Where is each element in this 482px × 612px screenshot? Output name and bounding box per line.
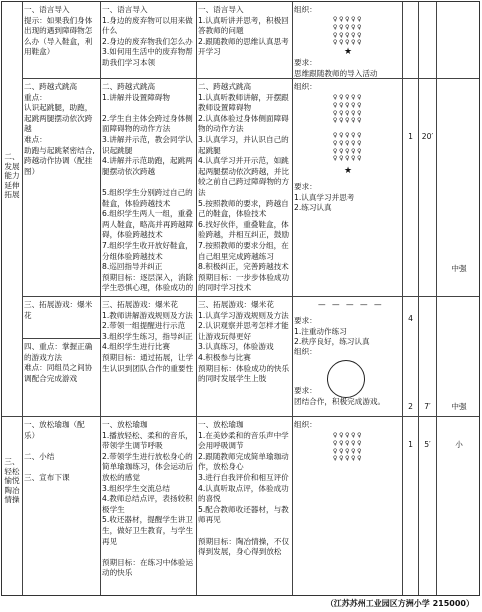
formation-icon: ♀♀♀♀♀ ♀♀♀♀♀ ♀♀♀♀♀ ♀♀♀♀♀ bbox=[332, 132, 364, 163]
row-divider bbox=[22, 296, 479, 297]
requirement-cell: 要求： 1.认真学习并思考 2.练习认真 bbox=[294, 182, 355, 213]
time-cell: 5′ bbox=[424, 440, 431, 449]
time-cell: 7′ bbox=[424, 402, 431, 411]
row-divider bbox=[22, 338, 100, 339]
count-cell: 4 bbox=[408, 314, 413, 323]
grid-line bbox=[100, 2, 101, 595]
grid-line bbox=[418, 2, 419, 595]
content-cell: 四、重点：掌握正确的游戏方法 难点：同组员之间协调配合完成游戏 bbox=[24, 342, 93, 383]
time-cell: 20′ bbox=[421, 132, 434, 141]
section-divider bbox=[2, 416, 479, 417]
formation-icon: ♀♀♀♀♀ ♀♀♀♀♀ ♀♀♀♀♀ ♀♀♀♀♀ bbox=[332, 16, 364, 47]
student-activity-cell: 一、语言导入 1.认真听讲并思考，积极回答教师的问题 2.跟随教师的思维认真思考开学习 bbox=[198, 5, 289, 57]
requirement-cell: 要求： 1.注重动作练习 2.秩序良好，练习认真 bbox=[294, 316, 370, 347]
star-icon: ★ bbox=[344, 47, 353, 57]
organization-label: 组织： bbox=[294, 420, 317, 429]
school-address-footer: （江苏苏州工业园区方洲小学 215000） bbox=[325, 599, 474, 608]
count-cell: 1 bbox=[408, 440, 413, 449]
grid-line bbox=[196, 2, 197, 595]
organization-label: 组织： bbox=[294, 82, 317, 91]
content-cell: 三、拓展游戏：爆米花 bbox=[24, 300, 93, 320]
teacher-activity-cell: 一、放松瑜珈 1.播放轻松、柔和的音乐，带领学生调节呼吸 2.带领学生进行放松身心的简单瑜珈练习，体会运动后放松的感觉 3.组织学生交流总结 4.教师总结点评，表扬较积极学生 5.收还器材，提醒学生讲卫生，做好卫生教育，与学生再见 预期目标：在练习中体验运动的快乐 bbox=[102, 420, 194, 578]
count-cell: 1 bbox=[408, 132, 413, 141]
requirement-cell: 要求： 团结合作，积极完成游戏。 bbox=[294, 386, 386, 406]
formation-icon: ♀♀♀♀♀ ♀♀♀♀♀ ♀♀♀♀♀ ♀♀♀♀♀ bbox=[332, 432, 364, 463]
grid-line bbox=[436, 2, 437, 595]
formation-icon: ♀♀♀♀♀ ♀♀♀♀♀ ♀♀♀♀♀ ♀♀♀♀♀ bbox=[332, 94, 364, 125]
organization-label: 组织： bbox=[294, 347, 317, 356]
row-divider bbox=[22, 78, 479, 79]
teacher-activity-cell: 一、语言导入 1.身边的废弃物可以用来做什么 2.身边的废弃物我们怎么办 3.如何用生活中的废弃物帮助我们学习本领 bbox=[102, 5, 193, 67]
teacher-activity-cell: 三、拓展游戏：爆米花 1.教师讲解游戏规则及方法 2.带领一组提醒进行示范 3.组织学生练习，指导纠正 4.组织学生进行比赛 预期目标：通过拓展，让学生认识到团队合作的重要性 bbox=[102, 300, 194, 373]
section-label: 二、发展能力延伸拓展 bbox=[4, 152, 20, 200]
student-activity-cell: 三、拓展游戏：爆米花 1.认真学习游戏规则及方法 2.认识观察并思考怎样才能让游戏玩得更好 3.认真练习，体验游戏 4.积极参与比赛 预期目标：体验成功的快乐的同时发展学生上肢 bbox=[198, 300, 290, 384]
content-cell: 一、语言导入 提示：如果我们身体出现的遇到障碍物怎么办（导入鞋盒，利用鞋盒） bbox=[24, 5, 93, 57]
intensity-cell: 中强 bbox=[451, 264, 467, 273]
content-cell: 二、跨越式跳高 重点： 认识起跳腿，助跑，起跳两腿摆动依次跨越 难点： 助跑与起跳紧密结合,跨越动作协调（配挂图） bbox=[24, 82, 95, 176]
count-cell: 2 bbox=[408, 402, 413, 411]
star-icon: ★ bbox=[344, 166, 353, 176]
grid-line bbox=[292, 2, 293, 595]
intensity-cell: 中强 bbox=[451, 402, 467, 411]
requirement-cell: 要求： 思维跟随教师的导入活动 bbox=[294, 58, 378, 78]
content-cell: 一、放松瑜珈（配乐） 二、小结 三、宣布下课 bbox=[24, 420, 85, 482]
student-activity-cell: 一、放松瑜珈 1.在美妙柔和的音乐声中学会用呼吸调节 2.跟随教师完成简单瑜珈动作，放松身心 3.进行自我评价和相互评价 4.认真听取点评，体验成功的喜悦 5.配合教师收还器材，与教师再见 预期目标：陶冶情操，不仅得到发展，身心得到放松 bbox=[198, 420, 290, 557]
lesson-plan-table bbox=[1, 1, 480, 596]
line-formation-icon: — — — — — bbox=[318, 300, 384, 309]
grid-line bbox=[22, 2, 23, 595]
section-label: 三、轻松愉悦陶冶情操 bbox=[4, 457, 20, 505]
organization-label: 组织： bbox=[294, 5, 317, 14]
intensity-cell: 小 bbox=[455, 440, 463, 449]
student-activity-cell: 二、跨越式跳高 1.认真听教师讲解，开摆跟教师设置障碍物 2.认真体验过身体侧面障碍物的动作方法 3.认真学习，并认识自己的起跳腿 4.认真学习并开示范，如跳起两腿摆动依次跨越，并比较之前自己跨过障碍物的方法 5.按照教师的要求，跨越自己的鞋盒，体验技术 6.找好伙伴，重叠鞋盒，体验跨越，并相互纠正，鼓励 7.按照教师的要求分组，在自己组里完成跨越练习 8.积极纠正，完善跨越技术 预期目标：一步步体验成功的同时学习技术 bbox=[198, 82, 290, 293]
grid-line bbox=[402, 2, 403, 595]
teacher-activity-cell: 二、跨越式跳高 1.讲解并设置障碍物 2.学生自主体会跨过身体侧面障碍物的动作方法 3.讲解并示范，教会同学认识起跳腿 4.讲解并示范助跑，起跳两腿摆动依次跨越 5.组织学生分别跨过自己的鞋盒，体验跨越技术 6.组织学生两人一组，重叠两人鞋盒，略高并再跨越障碍，体验跨越技术 7.组织学生收开放好鞋盒，分组体验跨越技术 8.巡回指导并纠正 预期目标：逐层深入，消除学生恐惧心理，体验成功的 bbox=[102, 82, 194, 293]
